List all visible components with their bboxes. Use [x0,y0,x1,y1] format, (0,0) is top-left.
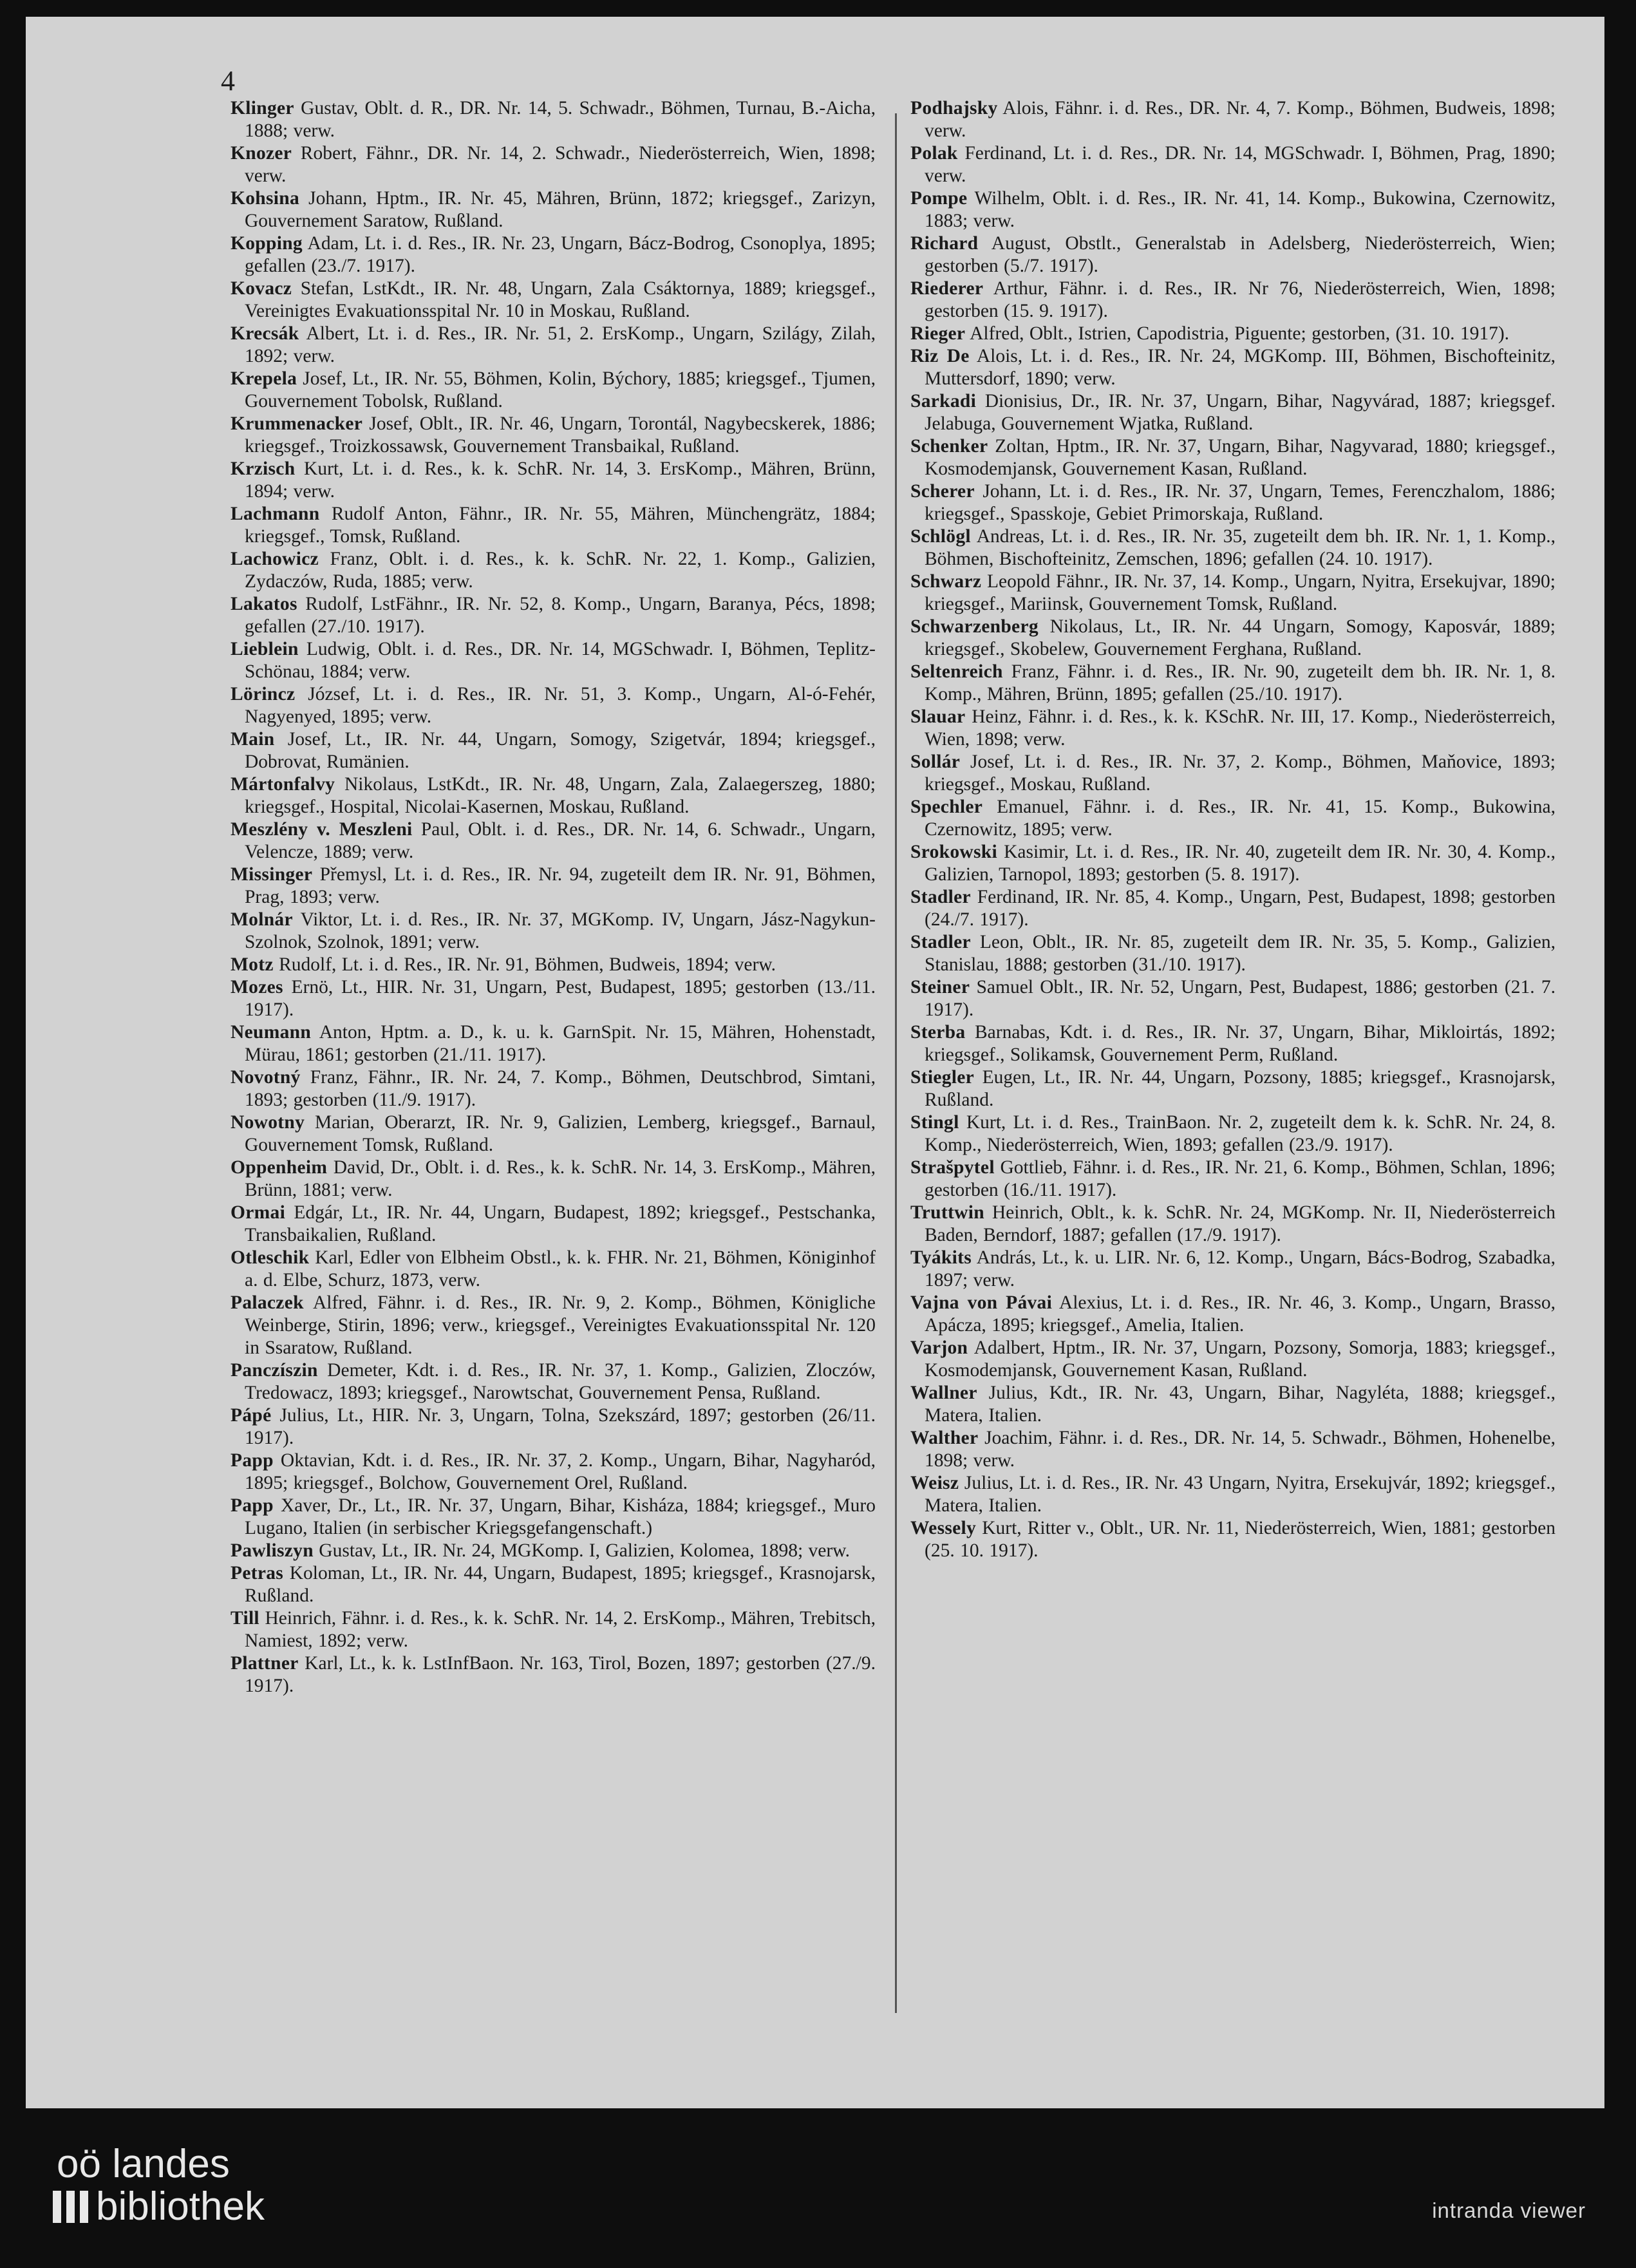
entry-details: Gottlieb, Fähnr. i. d. Res., IR. Nr. 21, 6. Komp., Böhmen, Schlan, 1896; gestorben (16./11. 1917). [925,1157,1556,1200]
entry-details: Anton, Hptm. a. D., k. u. k. GarnSpit. Nr. 15, Mähren, Hohenstadt, Mürau, 1861; gestorben (21./11. 1917). [245,1022,876,1065]
list-entry [230,323,876,368]
entry-details: Xaver, Dr., Lt., IR. Nr. 37, Ungarn, Bihar, Kisháza, 1884; kriegsgef., Muro Lugano, Italien (in serbischer Kriegsgefangenschaft.) [245,1495,876,1538]
list-entry [230,909,876,954]
list-entry [230,683,876,728]
entry-details: Julius, Lt. i. d. Res., IR. Nr. 43 Ungarn, Nyitra, Ersekujvár, 1892; kriegsgef., Matera, Italien. [925,1473,1556,1516]
list-entry [910,142,1556,187]
entry-details: Adalbert, Hptm., IR. Nr. 37, Ungarn, Pozsony, Somorja, 1883; kriegsgef., Kosmodemjansk, Gouvernement Kasan, Rußland. [925,1337,1556,1381]
entry-details: Karl, Edler von Elbheim Obstl., k. k. FHR. Nr. 21, Böhmen, Königinhof a. d. Elbe, Schurz, 1873, verw. [245,1247,876,1290]
list-entry [230,1021,876,1066]
entry-details: Ferdinand, IR. Nr. 85, 4. Komp., Ungarn, Pest, Budapest, 1898; gestorben (24./7. 1917). [925,887,1556,930]
entry-surname: Neumann [230,1022,312,1043]
entry-surname: Pawliszyn [230,1540,314,1561]
list-entry [910,1472,1556,1517]
entry-details: András, Lt., k. u. LIR. Nr. 6, 12. Komp., Ungarn, Bács-Bodrog, Szabadka, 1897; verw. [925,1247,1556,1290]
entry-surname: Meszlény v. Meszleni [230,819,413,840]
list-entry [230,503,876,548]
list-entry [230,1540,876,1562]
entry-surname: Missinger [230,864,313,885]
list-entry [230,97,876,142]
entry-surname: Mozes [230,977,283,997]
entry-surname: Ormai [230,1202,286,1223]
entry-surname: Slauar [910,706,966,727]
list-entry [230,1562,876,1607]
list-entry [910,1066,1556,1111]
list-entry [910,1517,1556,1562]
entry-details: József, Lt. i. d. Res., IR. Nr. 51, 3. Komp., Ungarn, Al-ó-Fehér, Nagyenyed, 1895; verw. [245,684,876,727]
entry-details: Josef, Lt., IR. Nr. 44, Ungarn, Somogy, Szigetvár, 1894; kriegsgef., Dobrovat, Rumänien. [245,729,876,772]
entry-surname: Till [230,1608,259,1629]
entry-surname: Krecsák [230,323,299,344]
entry-surname: Schenker [910,436,988,457]
entry-details: Albert, Lt. i. d. Res., IR. Nr. 51, 2. ErsKomp., Ungarn, Szilágy, Zilah, 1892; verw. [245,323,876,366]
list-entry [910,706,1556,751]
entry-surname: Motz [230,954,274,975]
entry-details: Heinrich, Oblt., k. k. SchR. Nr. 24, MGKomp. Nr. II, Niederösterreich Baden, Berndorf, 1887; gefallen (17./9. 1917). [925,1202,1556,1245]
entry-details: Edgár, Lt., IR. Nr. 44, Ungarn, Budapest, 1892; kriegsgef., Pestschanka, Transbaikalien, Rußland. [245,1202,876,1245]
entry-details: Wilhelm, Oblt. i. d. Res., IR. Nr. 41, 14. Komp., Bukowina, Czernowitz, 1883; verw. [925,188,1556,231]
entry-surname: Vajna von Pávai [910,1292,1053,1313]
entry-details: Alois, Lt. i. d. Res., IR. Nr. 24, MGKomp. III, Böhmen, Bischofteinitz, Muttersdorf, 1890; verw. [925,346,1556,389]
list-entry [910,187,1556,232]
entry-details: Ernö, Lt., HIR. Nr. 31, Ungarn, Pest, Budapest, 1895; gestorben (13./11. 1917). [245,977,876,1020]
entry-details: Kasimir, Lt. i. d. Res., IR. Nr. 40, zugeteilt dem IR. Nr. 30, 4. Komp., Galizien, Tarnopol, 1893; gestorben (5. 8. 1917). [925,842,1556,885]
entry-details: Julius, Kdt., IR. Nr. 43, Ungarn, Bihar, Nagyléta, 1888; kriegsgef., Matera, Italien. [925,1383,1556,1426]
entry-surname: Wessely [910,1518,977,1538]
entry-surname: Klinger [230,98,294,118]
entry-surname: Lachmann [230,504,320,524]
library-logo[interactable] [53,2143,265,2228]
entry-surname: Steiner [910,977,970,997]
list-entry [910,1337,1556,1382]
entry-surname: Panczíszin [230,1360,318,1381]
entry-details: Johann, Lt. i. d. Res., IR. Nr. 37, Ungarn, Temes, Ferenczhalom, 1886; kriegsgef., Spasskoje, Gebiet Primorskaja, Rußland. [925,481,1556,524]
entry-details: Zoltan, Hptm., IR. Nr. 37, Ungarn, Bihar, Nagyvarad, 1880; kriegsgef., Kosmodemjansk, Gouvernement Kasan, Rußland. [925,436,1556,479]
scanned-page [26,17,1604,2108]
entry-surname: Scherer [910,481,975,502]
entry-surname: Stingl [910,1112,959,1133]
list-entry [910,1157,1556,1202]
entry-surname: Schwarz [910,571,982,592]
entry-details: Leopold Fähnr., IR. Nr. 37, 14. Komp., Ungarn, Nyitra, Ersekujvar, 1890; kriegsgef., Mariinsk, Gouvernement Tomsk, Rußland. [925,571,1556,614]
entry-details: David, Dr., Oblt. i. d. Res., k. k. SchR. Nr. 14, 3. ErsKomp., Mähren, Brünn, 1881; verw. [245,1157,876,1200]
logo-text-bottom: bibliothek [96,2184,265,2229]
entry-surname: Kohsina [230,188,300,209]
entry-details: Alfred, Oblt., Istrien, Capodistria, Piguente; gestorben, (31. 10. 1917). [970,323,1510,344]
list-entry [910,1382,1556,1427]
list-entry [910,1427,1556,1472]
list-entry [230,1066,876,1111]
right-column [910,97,1556,1562]
list-entry [230,1247,876,1292]
entry-surname: Oppenheim [230,1157,328,1178]
list-entry [910,796,1556,841]
list-entry [910,232,1556,278]
entry-surname: Stadler [910,887,971,907]
list-entry [910,1292,1556,1337]
entry-surname: Sterba [910,1022,966,1043]
entry-surname: Wallner [910,1383,977,1403]
entry-details: Oktavian, Kdt. i. d. Res., IR. Nr. 37, 2. Komp., Ungarn, Bihar, Nagyharód, 1895; kriegsgef., Bolchow, Gouvernement Orel, Rußland. [245,1450,876,1493]
list-entry [910,525,1556,571]
entry-surname: Srokowski [910,842,997,862]
list-entry [910,931,1556,976]
entry-details: Heinrich, Fähnr. i. d. Res., k. k. SchR. Nr. 14, 2. ErsKomp., Mähren, Trebitsch, Namiest, 1892; verw. [245,1608,876,1651]
entry-surname: Polak [910,143,958,164]
entry-surname: Riederer [910,278,984,299]
entry-surname: Main [230,729,275,750]
entry-surname: Krummenacker [230,413,363,434]
list-entry [230,1652,876,1697]
entry-surname: Sollár [910,751,961,772]
entry-surname: Stiegler [910,1067,975,1088]
entry-surname: Otleschik [230,1247,310,1268]
list-entry [910,278,1556,323]
list-entry [230,413,876,458]
list-entry [910,886,1556,931]
list-entry [910,841,1556,886]
entry-surname: Rieger [910,323,966,344]
entry-details: Robert, Fähnr., DR. Nr. 14, 2. Schwadr., Niederösterreich, Wien, 1898; verw. [245,143,876,186]
entry-surname: Tyákits [910,1247,972,1268]
entry-details: Samuel Oblt., IR. Nr. 52, Ungarn, Pest, Budapest, 1886; gestorben (21. 7. 1917). [925,977,1556,1020]
entry-details: Barnabas, Kdt. i. d. Res., IR. Nr. 37, Ungarn, Bihar, Mikloirtás, 1892; kriegsgef., Solikamsk, Gouvernement Perm, Rußland. [925,1022,1556,1065]
list-entry [230,1607,876,1652]
entry-surname: Papp [230,1450,274,1471]
list-entry [910,1247,1556,1292]
list-entry [230,278,876,323]
entry-details: Gustav, Lt., IR. Nr. 24, MGKomp. I, Galizien, Kolomea, 1898; verw. [319,1540,850,1561]
page-number: 4 [221,65,235,97]
entry-details: Paul, Oblt. i. d. Res., DR. Nr. 14, 6. Schwadr., Ungarn, Velencze, 1889; verw. [245,819,876,862]
entry-details: August, Obstlt., Generalstab in Adelsberg, Niederösterreich, Wien; gestorben (5./7. 1917). [925,233,1556,276]
list-entry [910,435,1556,480]
list-entry [910,661,1556,706]
entry-details: Alexius, Lt. i. d. Res., IR. Nr. 46, 3. Komp., Ungarn, Brasso, Apácza, 1895; kriegsgef., Amelia, Italien. [925,1292,1556,1336]
entry-surname: Mártonfalvy [230,774,335,795]
entry-surname: Riz De [910,346,970,366]
entry-details: Heinz, Fähnr. i. d. Res., k. k. KSchR. Nr. III, 17. Komp., Niederösterreich, Wien, 1898; verw. [925,706,1556,750]
entry-details: Demeter, Kdt. i. d. Res., IR. Nr. 37, 1. Komp., Galizien, Zloczów, Tredowacz, 1893; kriegsgef., Narowtschat, Gouvernement Pensa, Rußland. [245,1360,876,1403]
entry-details: Emanuel, Fähnr. i. d. Res., IR. Nr. 41, 15. Komp., Bukowina, Czernowitz, 1895; verw. [925,797,1556,840]
entry-surname: Stadler [910,932,971,952]
list-entry [230,1359,876,1404]
entry-details: Andreas, Lt. i. d. Res., IR. Nr. 35, zugeteilt dem bh. IR. Nr. 1, 1. Komp., Böhmen, Bischofteinitz, Zemschen, 1896; gefallen (24. 10. 1917). [925,526,1556,569]
list-entry [230,864,876,909]
entry-details: Rudolf, Lt. i. d. Res., IR. Nr. 91, Böhmen, Budweis, 1894; verw. [279,954,776,975]
entry-surname: Lörincz [230,684,296,704]
list-entry [230,1157,876,1202]
entry-details: Rudolf, LstFähnr., IR. Nr. 52, 8. Komp., Ungarn, Baranya, Pécs, 1898; gefallen (27./10. 1917). [245,594,876,637]
entry-surname: Papp [230,1495,274,1516]
entry-details: Julius, Lt., HIR. Nr. 3, Ungarn, Tolna, Szekszárd, 1897; gestorben (26/11. 1917). [245,1405,876,1448]
list-entry [230,773,876,818]
entry-details: Franz, Fähnr., IR. Nr. 24, 7. Komp., Böhmen, Deutschbrod, Simtani, 1893; gestorben (11./9. 1917). [245,1067,876,1110]
list-entry [230,1111,876,1157]
entry-surname: Novotný [230,1067,301,1088]
entry-details: Rudolf Anton, Fähnr., IR. Nr. 55, Mähren, Münchengrätz, 1884; kriegsgef., Tomsk, Rußland. [245,504,876,547]
list-entry [230,1404,876,1450]
list-entry [910,480,1556,525]
list-entry [230,1202,876,1247]
entry-details: Kurt, Ritter v., Oblt., UR. Nr. 11, Niederösterreich, Wien, 1881; gestorben (25. 10. 1917). [925,1518,1556,1561]
entry-details: Stefan, LstKdt., IR. Nr. 48, Ungarn, Zala Csáktornya, 1889; kriegsgef., Vereinigtes Evakuationsspital Nr. 10 in Moskau, Rußland. [245,278,876,321]
entry-surname: Truttwin [910,1202,984,1223]
list-entry [910,1021,1556,1066]
entry-details: Dionisius, Dr., IR. Nr. 37, Ungarn, Bihar, Nagyvárad, 1887; kriegsgef. Jelabuga, Gouvernement Wjatka, Rußland. [925,391,1556,434]
entry-details: Ferdinand, Lt. i. d. Res., DR. Nr. 14, MGSchwadr. I, Böhmen, Prag, 1890; verw. [925,143,1556,186]
entry-surname: Schwarzenberg [910,616,1039,637]
entry-details: Franz, Oblt. i. d. Res., k. k. SchR. Nr. 22, 1. Komp., Galizien, Zydaczów, Ruda, 1885; verw. [245,549,876,592]
entry-surname: Walther [910,1428,979,1448]
list-entry [230,548,876,593]
entry-surname: Richard [910,233,979,254]
entry-details: Nikolaus, Lt., IR. Nr. 44 Ungarn, Somogy, Kaposvár, 1889; kriegsgef., Skobelew, Gouvernement Ferghana, Rußland. [925,616,1556,659]
entry-surname: Spechler [910,797,983,817]
entry-details: Alfred, Fähnr. i. d. Res., IR. Nr. 9, 2. Komp., Böhmen, Königliche Weinberge, Stirin, 1896; verw., kriegsgef., Vereinigtes Evakuationsspital Nr. 120 in Ssaratow, Rußland. [245,1292,876,1358]
list-entry [910,97,1556,142]
list-entry [230,1292,876,1359]
entry-surname: Podhajsky [910,98,998,118]
list-entry [910,751,1556,796]
entry-details: Adam, Lt. i. d. Res., IR. Nr. 23, Ungarn, Bácz-Bodrog, Csonoplya, 1895; gefallen (23./7. 1917). [245,233,876,276]
list-entry [230,368,876,413]
entry-details: Johann, Hptm., IR. Nr. 45, Mähren, Brünn, 1872; kriegsgef., Zarizyn, Gouvernement Saratow, Rußland. [245,188,876,231]
list-entry [910,1202,1556,1247]
entry-surname: Pápé [230,1405,272,1426]
entry-surname: Seltenreich [910,661,1003,682]
entry-details: Viktor, Lt. i. d. Res., IR. Nr. 37, MGKomp. IV, Ungarn, Jász-Nagykun-Szolnok, Szolnok, 1891; verw. [245,909,876,952]
entry-surname: Varjon [910,1337,968,1358]
entry-surname: Lieblein [230,639,299,659]
entry-surname: Plattner [230,1653,299,1674]
entry-details: Přemysl, Lt. i. d. Res., IR. Nr. 94, zugeteilt dem IR. Nr. 91, Böhmen, Prag, 1893; verw. [245,864,876,907]
list-entry [910,571,1556,616]
entry-details: Arthur, Fähnr. i. d. Res., IR. Nr 76, Niederösterreich, Wien, 1898; gestorben (15. 9. 1917). [925,278,1556,321]
entry-details: Joachim, Fähnr. i. d. Res., DR. Nr. 14, 5. Schwadr., Böhmen, Hohenelbe, 1898; verw. [925,1428,1556,1471]
viewer-brand: intranda viewer [1432,2198,1586,2222]
entry-surname: Krepela [230,368,297,389]
logo-text-top: oö landes [57,2142,230,2186]
list-entry [230,458,876,503]
list-entry [910,345,1556,390]
entry-surname: Pompe [910,188,968,209]
entry-details: Gustav, Oblt. d. R., DR. Nr. 14, 5. Schwadr., Böhmen, Turnau, B.-Aicha, 1888; verw. [245,98,876,141]
entry-details: Franz, Fähnr. i. d. Res., IR. Nr. 90, zugeteilt dem bh. IR. Nr. 1, 8. Komp., Mähren, Brünn, 1895; gefallen (25./10. 1917). [925,661,1556,704]
entry-surname: Weisz [910,1473,959,1493]
entry-surname: Palaczek [230,1292,304,1313]
left-column [230,97,876,1697]
entry-surname: Nowotny [230,1112,305,1133]
entry-details: Kurt, Lt. i. d. Res., k. k. SchR. Nr. 14, 3. ErsKomp., Mähren, Brünn, 1894; verw. [245,458,876,502]
list-entry [910,976,1556,1021]
entry-surname: Lakatos [230,594,297,614]
entry-surname: Knozer [230,143,292,164]
entry-surname: Molnár [230,909,293,930]
list-entry [230,954,876,976]
entry-details: Josef, Lt., IR. Nr. 55, Böhmen, Kolin, Býchory, 1885; kriegsgef., Tjumen, Gouvernement Tobolsk, Rußland. [245,368,876,411]
entry-surname: Sarkadi [910,391,977,411]
list-entry [230,593,876,638]
entry-details: Leon, Oblt., IR. Nr. 85, zugeteilt dem IR. Nr. 35, 5. Komp., Galizien, Stanislau, 1888; gestorben (31./10. 1917). [925,932,1556,975]
list-entry [230,818,876,864]
entry-details: Josef, Lt. i. d. Res., IR. Nr. 37, 2. Komp., Böhmen, Maňovice, 1893; kriegsgef., Moskau, Rußland. [925,751,1556,795]
entry-details: Marian, Oberarzt, IR. Nr. 9, Galizien, Lemberg, kriegsgef., Barnaul, Gouvernement Tomsk, Rußland. [245,1112,876,1155]
logo-bars-icon [53,2191,88,2223]
entry-details: Koloman, Lt., IR. Nr. 44, Ungarn, Budapest, 1895; kriegsgef., Krasnojarsk, Rußland. [245,1563,876,1606]
list-entry [910,323,1556,345]
entry-surname: Lachowicz [230,549,319,569]
entry-surname: Strašpytel [910,1157,995,1178]
list-entry [230,232,876,278]
list-entry [230,976,876,1021]
list-entry [910,390,1556,435]
list-entry [910,1111,1556,1157]
list-entry [230,638,876,683]
column-divider [895,113,897,2013]
entry-details: Karl, Lt., k. k. LstInfBaon. Nr. 163, Tirol, Bozen, 1897; gestorben (27./9. 1917). [245,1653,876,1696]
entry-details: Alois, Fähnr. i. d. Res., DR. Nr. 4, 7. Komp., Böhmen, Budweis, 1898; verw. [925,98,1556,141]
list-entry [910,616,1556,661]
entry-surname: Petras [230,1563,284,1583]
list-entry [230,1450,876,1495]
list-entry [230,187,876,232]
entry-surname: Kovacz [230,278,292,299]
list-entry [230,1495,876,1540]
entry-surname: Schlögl [910,526,971,547]
entry-surname: Krzisch [230,458,296,479]
list-entry [230,728,876,773]
list-entry [230,142,876,187]
entry-details: Nikolaus, LstKdt., IR. Nr. 48, Ungarn, Zala, Zalaegerszeg, 1880; kriegsgef., Hospital, Nicolai-Kasernen, Moskau, Rußland. [245,774,876,817]
entry-details: Eugen, Lt., IR. Nr. 44, Ungarn, Pozsony, 1885; kriegsgef., Krasnojarsk, Rußland. [925,1067,1556,1110]
entry-details: Kurt, Lt. i. d. Res., TrainBaon. Nr. 2, zugeteilt dem k. k. SchR. Nr. 24, 8. Komp., Niederösterreich, Wien, 1893; gefallen (23./9. 1917). [925,1112,1556,1155]
entry-details: Ludwig, Oblt. i. d. Res., DR. Nr. 14, MGSchwadr. I, Böhmen, Teplitz-Schönau, 1884; verw. [245,639,876,682]
entry-details: Josef, Oblt., IR. Nr. 46, Ungarn, Torontál, Nagybecskerek, 1886; kriegsgef., Troizkossawsk, Gouvernement Transbaikal, Rußland. [245,413,876,457]
entry-surname: Kopping [230,233,303,254]
